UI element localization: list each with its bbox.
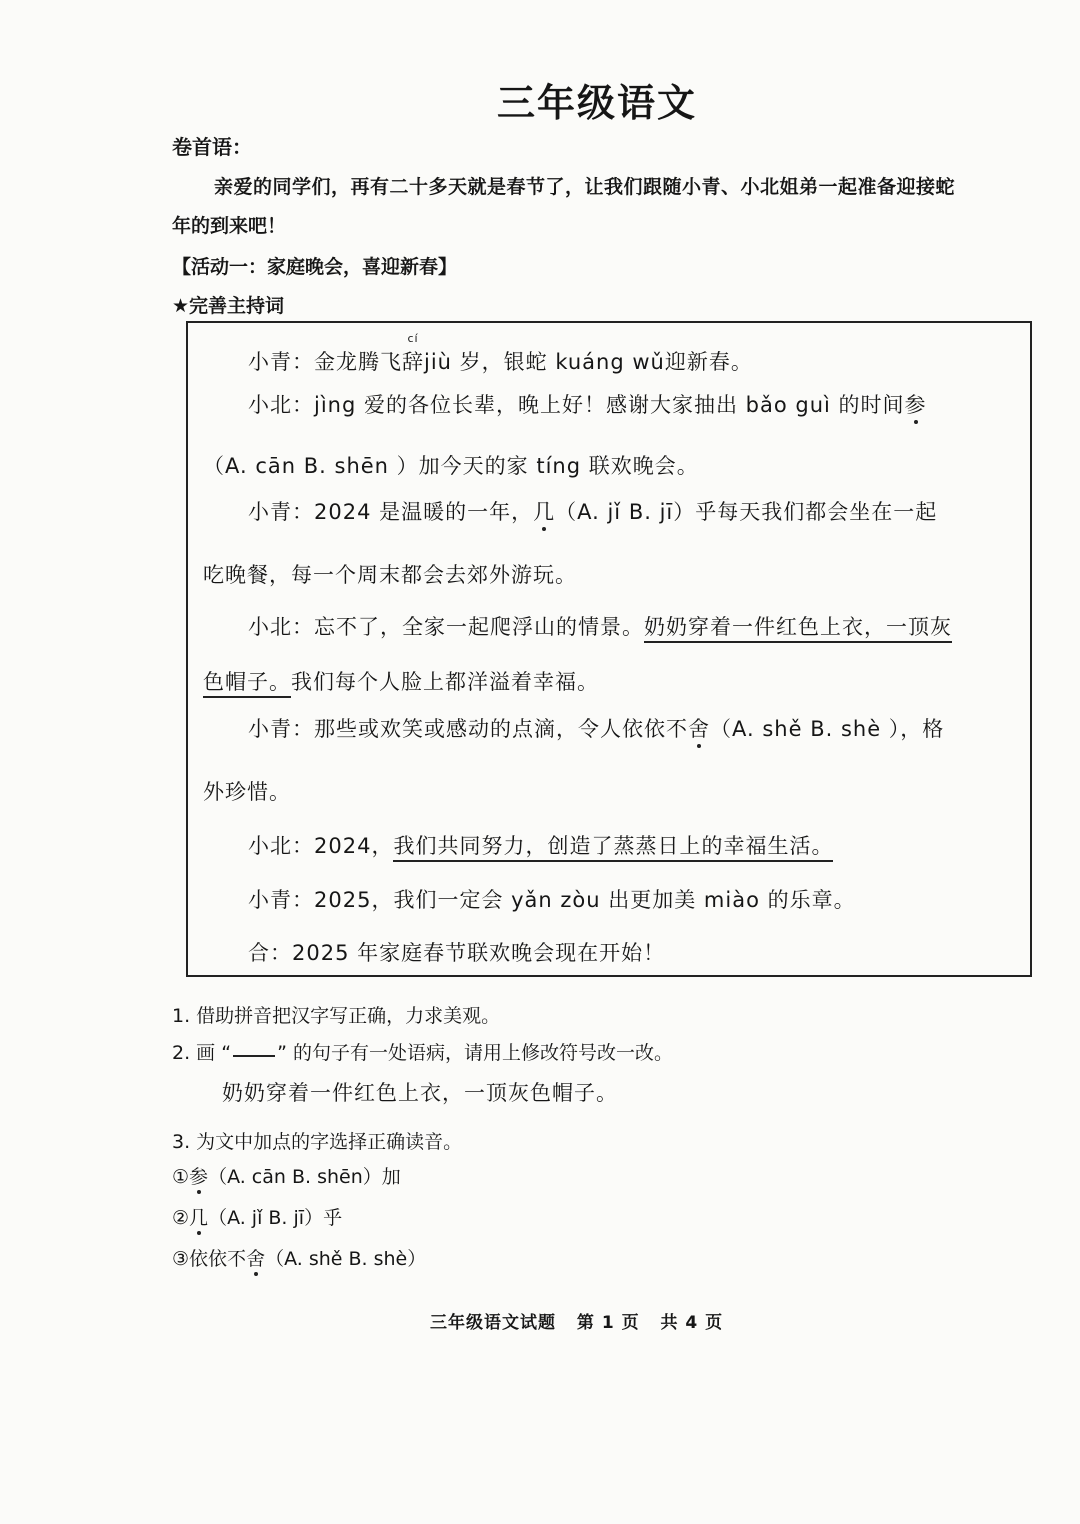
dotted-char: 舍 <box>688 713 710 743</box>
footer-total-pages: 共 4 页 <box>660 1313 724 1333</box>
underlined-sentence-part1: 奶奶穿着一件红色上衣，一顶灰 <box>644 615 952 643</box>
ruby-char <box>402 332 424 376</box>
host-line-4 <box>248 496 937 526</box>
option-number: ① <box>172 1166 190 1188</box>
dotted-char: 参 <box>189 1162 208 1189</box>
footer-page-number: 第 1 页 <box>576 1313 640 1333</box>
host-line-10-text-a: 小北：2024， <box>248 834 394 858</box>
preface-text-line1: 亲爱的同学们，再有二十多天就是春节了，让我们跟随小青、小北姐弟一起准备迎接蛇 <box>214 176 956 198</box>
host-line-5: 吃晚餐，每一个周末都会去郊外游玩。 <box>203 563 577 587</box>
activity-task: ★完善主持词 <box>172 295 285 317</box>
option-text: （A. jǐ B. jī）乎 <box>208 1207 343 1229</box>
question-3-option-3 <box>172 1244 426 1271</box>
host-script-box <box>186 321 1032 977</box>
host-line-7-text-b: 我们每个人脸上都洋溢着幸福。 <box>291 670 599 694</box>
host-line-8-text-a: 小青：那些或欢笑或感动的点滴，令人依依不 <box>248 717 688 741</box>
host-line-8-text-b: （A. shě B. shè ），格 <box>710 717 945 741</box>
host-line-7 <box>203 666 599 696</box>
page-footer <box>430 1308 737 1333</box>
host-line-12: 合：2025 年家庭春节联欢晚会现在开始！ <box>248 941 666 965</box>
activity-heading: 【活动一：家庭晚会，喜迎新春】 <box>172 256 458 278</box>
host-line-2 <box>248 389 927 419</box>
host-line-6-text-a: 小北：忘不了，全家一起爬浮山的情景。 <box>248 615 644 639</box>
host-line-1-text-b: jiù 岁，银蛇 kuáng wǔ迎新春。 <box>424 350 753 374</box>
question-2-text-a: 2. 画 “ <box>172 1042 232 1064</box>
host-line-4-text-b: （A. jǐ B. jī）乎每天我们都会坐在一起 <box>555 500 938 524</box>
host-line-11: 小青：2025，我们一定会 yǎn zòu 出更加美 miào 的乐章。 <box>248 888 856 912</box>
question-3-option-1 <box>172 1162 401 1189</box>
page-title: 三年级语文 <box>496 81 697 125</box>
dotted-char: 几 <box>189 1203 208 1230</box>
preface-text-line2: 年的到来吧！ <box>172 215 287 237</box>
preface-label: 卷首语： <box>172 135 252 159</box>
footer-exam-name: 三年级语文试题 <box>430 1313 556 1333</box>
host-line-10 <box>248 830 833 860</box>
option-text: （A. shě B. shè） <box>265 1248 427 1270</box>
ruby-annotation: cí <box>407 332 419 345</box>
host-line-1 <box>248 332 753 376</box>
question-1: 1. 借助拼音把汉字写正确，力求美观。 <box>172 1005 501 1027</box>
dotted-char: 舍 <box>246 1244 265 1271</box>
host-line-4-text-a: 小青：2024 是温暖的一年， <box>248 500 534 524</box>
host-line-8 <box>248 713 944 743</box>
underlined-sentence-part2: 色帽子。 <box>203 670 291 698</box>
host-line-2-text: 小北：jìng 爱的各位长辈，晚上好！感谢大家抽出 bǎo guì 的时间 <box>248 393 905 417</box>
option-number: ② <box>172 1207 190 1229</box>
option-text: （A. cān B. shēn）加 <box>208 1166 401 1188</box>
question-2-sentence: 奶奶穿着一件红色上衣，一顶灰色帽子。 <box>222 1081 618 1105</box>
underline-sample <box>233 1055 275 1057</box>
option-prefix: 依依不 <box>189 1248 247 1270</box>
host-line-9: 外珍惜。 <box>203 780 291 804</box>
question-3-option-2 <box>172 1203 342 1230</box>
dotted-char: 参 <box>905 389 927 419</box>
question-2 <box>172 1038 673 1065</box>
question-3: 3. 为文中加点的字选择正确读音。 <box>172 1131 463 1153</box>
option-number: ③ <box>172 1248 190 1270</box>
host-line-6 <box>248 611 952 641</box>
underlined-sentence: 我们共同努力，创造了蒸蒸日上的幸福生活。 <box>393 834 833 862</box>
ruby-base: 辞 <box>402 350 424 374</box>
dotted-char: 几 <box>533 496 555 526</box>
host-line-3: （A. cān B. shēn ）加今天的家 tíng 联欢晚会。 <box>203 454 699 478</box>
question-2-text-b: ” 的句子有一处语病，请用上修改符号改一改。 <box>277 1042 673 1064</box>
host-line-1-text-a: 小青：金龙腾飞 <box>248 350 402 374</box>
